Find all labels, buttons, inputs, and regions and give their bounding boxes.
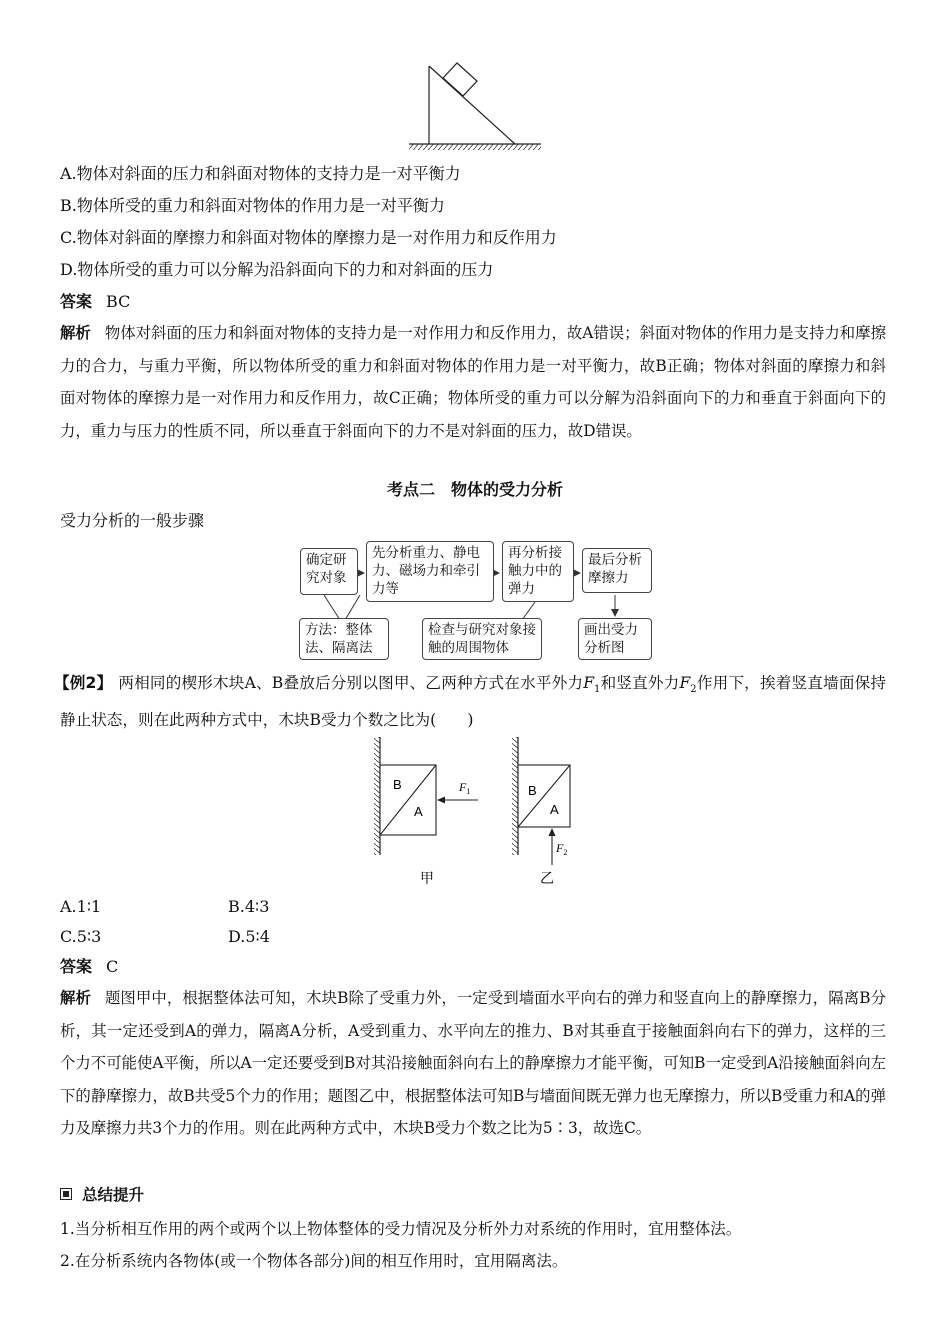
flow-step-3: 再分析接触力中的弹力 bbox=[502, 541, 574, 602]
summary-item-2: 2.在分析系统内各物体(或一个物体各部分)间的相互作用时，宜用隔离法。 bbox=[60, 1252, 568, 1270]
flow-note-check: 检查与研究对象接触的周围物体 bbox=[422, 618, 542, 660]
force-f2-arrowhead bbox=[549, 828, 556, 836]
analysis-1 bbox=[60, 317, 886, 447]
example-option-a: A.1∶1 bbox=[60, 897, 102, 916]
label-a-left: A bbox=[414, 804, 423, 819]
wedge-figures bbox=[370, 735, 585, 890]
section-intro: 受力分析的一般步骤 bbox=[60, 511, 205, 530]
example-text-c: 作用下，挨着竖直墙面保持静止状态，则在此两种方式中，木块B受力个数之比为( ) bbox=[60, 674, 886, 730]
analysis-label: 解析 bbox=[60, 324, 91, 342]
option-b: B.物体所受的重力和斜面对物体的作用力是一对平衡力 bbox=[60, 196, 445, 215]
section-title: 考点二 物体的受力分析 bbox=[386, 480, 563, 499]
option-a: A.物体对斜面的压力和斜面对物体的支持力是一对平衡力 bbox=[60, 164, 461, 183]
answer-1 bbox=[60, 292, 130, 312]
force-f2-label-sub: 2 bbox=[563, 848, 568, 857]
answer-2-label: 答案 bbox=[60, 957, 93, 976]
force-f1-arrowhead bbox=[437, 797, 445, 804]
force-f2-subscript: 2 bbox=[690, 684, 697, 696]
flow-note-method: 方法：整体法、隔离法 bbox=[299, 618, 389, 660]
summary-square-icon bbox=[60, 1188, 72, 1200]
summary-item-1: 1.当分析相互作用的两个或两个以上物体整体的受力情况及分析外力对系统的作用时，宜用整体法。 bbox=[60, 1220, 742, 1238]
answer-value: BC bbox=[106, 292, 131, 311]
example-option-b: B.4∶3 bbox=[228, 897, 270, 916]
answer-2-value: C bbox=[106, 957, 119, 976]
example-option-c: C.5∶3 bbox=[60, 927, 102, 946]
flow-note-draw: 画出受力分析图 bbox=[578, 618, 652, 660]
ground-hatch bbox=[409, 144, 541, 150]
option-d: D.物体所受的重力可以分解为沿斜面向下的力和对斜面的压力 bbox=[60, 260, 494, 279]
example-2-stem bbox=[54, 668, 886, 735]
force-f1-label bbox=[458, 780, 470, 796]
force-f1-label-letter: F bbox=[459, 780, 467, 794]
block-on-incline bbox=[443, 63, 477, 96]
example-tag: 【例2】 bbox=[54, 674, 113, 692]
label-b-right: B bbox=[528, 783, 537, 798]
flow-step-4: 最后分析摩擦力 bbox=[582, 548, 652, 593]
answer-2 bbox=[60, 957, 118, 977]
example-text-a: 两相同的楔形木块A、B叠放后分别以图甲、乙两种方式在水平外力 bbox=[118, 674, 584, 692]
example-text-b: 和竖直外力 bbox=[600, 674, 680, 692]
caption-jia: 甲 bbox=[420, 871, 434, 887]
flow-step-2: 先分析重力、静电力、磁场力和牵引力等 bbox=[366, 541, 494, 602]
flow-step-1: 确定研究对象 bbox=[300, 548, 358, 595]
option-c: C.物体对斜面的摩擦力和斜面对物体的摩擦力是一对作用力和反作用力 bbox=[60, 228, 557, 247]
example-option-d: D.5∶4 bbox=[228, 927, 270, 946]
caption-yi: 乙 bbox=[540, 871, 554, 887]
force-f2-label bbox=[555, 841, 567, 857]
summary-heading bbox=[60, 1183, 144, 1205]
wall-hatch-right bbox=[512, 737, 518, 855]
analysis-2-text: 题图甲中，根据整体法可知，木块B除了受重力外，一定受到墙面水平向右的弹力和竖直向上的静摩擦力，隔离B分析，其一定还受到A的弹力，隔离A分析，A受到重力、水平向左的推力、B对其垂直于接触面斜向右下的弹力，这样的三个力不可能使A平衡，所以A一定还要受到B对其沿接触面斜向右上的静摩擦力才能平衡，可知B一定受到A沿接触面斜向左下的静摩擦力，故B共受5个力的作用；题图乙中，根据整体法可知B与墙面间既无弹力也无摩擦力，所以B受重力和A的弹力及摩擦力共3个力的作用。则在此两种方式中，木块B受力个数之比为5∶3，故选C。 bbox=[60, 989, 886, 1137]
analysis-2-label: 解析 bbox=[60, 989, 91, 1007]
label-b-left: B bbox=[393, 777, 402, 792]
wall-hatch-left bbox=[374, 737, 380, 855]
analysis-text: 物体对斜面的压力和斜面对物体的支持力是一对作用力和反作用力，故A错误；斜面对物体的作用力是支持力和摩擦力的合力，与重力平衡，所以物体所受的重力和斜面对物体的作用力是一对平衡力，故B正确；物体对斜面的摩擦力和斜面对物体的摩擦力是一对作用力和反作用力，故C正确；物体所受的重力可以分解为沿斜面向下的力和垂直于斜面向下的力，重力与压力的性质不同，所以垂直于斜面向下的力不是对斜面的压力，故D错误。 bbox=[60, 324, 886, 440]
label-a-right: A bbox=[550, 802, 559, 817]
force-f2-symbol: F bbox=[679, 674, 691, 692]
summary-title: 总结提升 bbox=[82, 1186, 145, 1204]
incline-figure bbox=[405, 58, 545, 154]
analysis-2 bbox=[60, 982, 886, 1145]
force-f1-subscript: 1 bbox=[594, 684, 601, 696]
answer-label: 答案 bbox=[60, 292, 93, 311]
force-f1-symbol: F bbox=[583, 674, 595, 692]
force-f2-label-letter: F bbox=[556, 841, 564, 855]
force-f1-label-sub: 1 bbox=[466, 787, 471, 796]
